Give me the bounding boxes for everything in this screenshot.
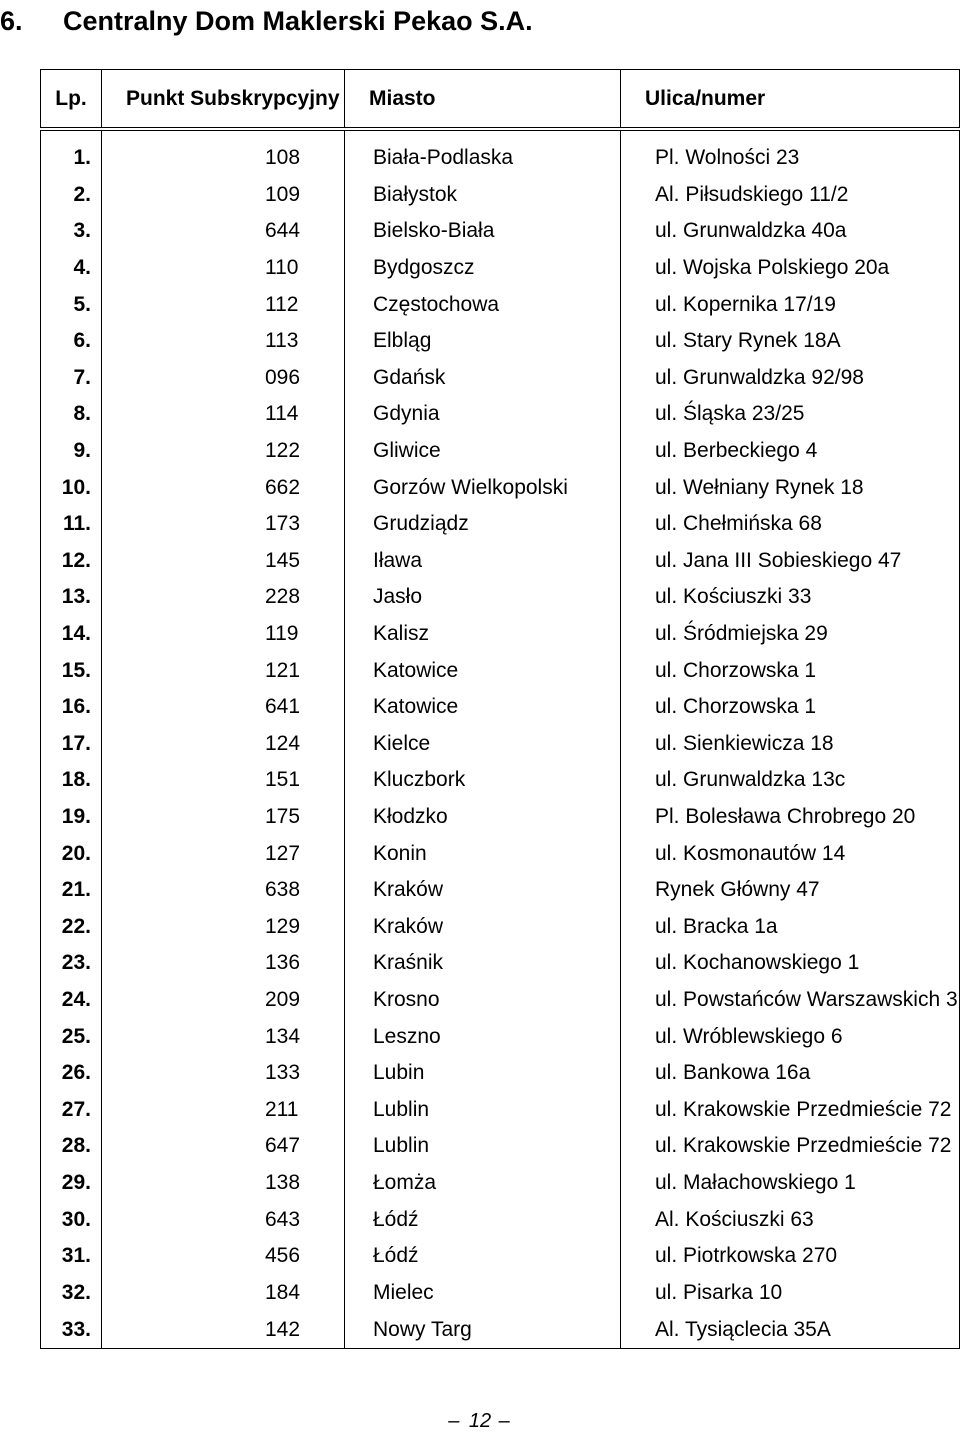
table-row [41, 908, 960, 945]
row-punkt: 134 [102, 1018, 345, 1055]
table-row [41, 1018, 960, 1055]
row-lp: 28. [41, 1128, 102, 1165]
table-row [41, 1201, 960, 1238]
table-row [41, 177, 960, 214]
table-row [41, 140, 960, 177]
table-row [41, 1091, 960, 1128]
row-miasto: Łomża [345, 1165, 621, 1202]
row-ulica: ul. Małachowskiego 1 [621, 1165, 960, 1202]
row-lp: 4. [41, 250, 102, 287]
row-miasto: Konin [345, 835, 621, 872]
row-ulica: ul. Bracka 1a [621, 908, 960, 945]
row-lp: 6. [41, 323, 102, 360]
row-miasto: Lubin [345, 1055, 621, 1092]
row-miasto: Łódź [345, 1201, 621, 1238]
row-lp: 20. [41, 835, 102, 872]
row-ulica: ul. Sienkiewicza 18 [621, 726, 960, 763]
row-punkt: 641 [102, 689, 345, 726]
row-punkt: 151 [102, 762, 345, 799]
row-punkt: 211 [102, 1091, 345, 1128]
row-punkt: 122 [102, 433, 345, 470]
row-ulica: ul. Chełmińska 68 [621, 506, 960, 543]
table-row [41, 982, 960, 1019]
table-row [41, 652, 960, 689]
row-miasto: Kalisz [345, 616, 621, 653]
row-lp: 2. [41, 177, 102, 214]
table-row [41, 323, 960, 360]
row-punkt: 173 [102, 506, 345, 543]
table-row [41, 1311, 960, 1349]
row-punkt: 142 [102, 1311, 345, 1349]
section-title: Centralny Dom Maklerski Pekao S.A. [63, 6, 533, 36]
row-punkt: 109 [102, 177, 345, 214]
table-row [41, 616, 960, 653]
table-row [41, 286, 960, 323]
row-punkt: 121 [102, 652, 345, 689]
row-punkt: 643 [102, 1201, 345, 1238]
row-lp: 24. [41, 982, 102, 1019]
row-ulica: Al. Kościuszki 63 [621, 1201, 960, 1238]
row-miasto: Katowice [345, 689, 621, 726]
row-miasto: Katowice [345, 652, 621, 689]
row-ulica: Pl. Bolesława Chrobrego 20 [621, 799, 960, 836]
row-lp: 9. [41, 433, 102, 470]
header-miasto: Miasto [345, 70, 621, 130]
header-ulica-numer: Ulica/numer [621, 70, 960, 130]
row-lp: 33. [41, 1311, 102, 1349]
row-lp: 30. [41, 1201, 102, 1238]
row-miasto: Łódź [345, 1238, 621, 1275]
row-punkt: 129 [102, 908, 345, 945]
row-miasto: Iława [345, 543, 621, 580]
row-lp: 18. [41, 762, 102, 799]
row-miasto: Gliwice [345, 433, 621, 470]
table-row [41, 1274, 960, 1311]
row-lp: 31. [41, 1238, 102, 1275]
row-ulica: Al. Tysiąclecia 35A [621, 1311, 960, 1349]
table-row [41, 835, 960, 872]
row-ulica: ul. Grunwaldzka 40a [621, 213, 960, 250]
row-ulica: ul. Grunwaldzka 92/98 [621, 360, 960, 397]
row-ulica: ul. Berbeckiego 4 [621, 433, 960, 470]
row-miasto: Jasło [345, 579, 621, 616]
row-ulica: Al. Piłsudskiego 11/2 [621, 177, 960, 214]
row-punkt: 175 [102, 799, 345, 836]
row-lp: 13. [41, 579, 102, 616]
row-miasto: Gorzów Wielkopolski [345, 469, 621, 506]
table-header-row [41, 70, 960, 130]
row-ulica: ul. Krakowskie Przedmieście 72 [621, 1091, 960, 1128]
row-lp: 1. [41, 140, 102, 177]
table-row [41, 543, 960, 580]
row-lp: 10. [41, 469, 102, 506]
row-lp: 17. [41, 726, 102, 763]
row-punkt: 096 [102, 360, 345, 397]
row-ulica: ul. Pisarka 10 [621, 1274, 960, 1311]
row-punkt: 108 [102, 140, 345, 177]
row-ulica: ul. Powstańców Warszawskich 3 [621, 982, 960, 1019]
row-ulica: Pl. Wolności 23 [621, 140, 960, 177]
row-miasto: Leszno [345, 1018, 621, 1055]
row-ulica: ul. Chorzowska 1 [621, 689, 960, 726]
row-ulica: ul. Kościuszki 33 [621, 579, 960, 616]
row-lp: 22. [41, 908, 102, 945]
row-lp: 23. [41, 945, 102, 982]
table-row [41, 396, 960, 433]
row-lp: 5. [41, 286, 102, 323]
row-miasto: Białystok [345, 177, 621, 214]
row-ulica: ul. Wróblewskiego 6 [621, 1018, 960, 1055]
row-punkt: 662 [102, 469, 345, 506]
row-miasto: Gdynia [345, 396, 621, 433]
row-ulica: ul. Kochanowskiego 1 [621, 945, 960, 982]
row-lp: 26. [41, 1055, 102, 1092]
row-ulica: ul. Krakowskie Przedmieście 72 [621, 1128, 960, 1165]
row-ulica: ul. Jana III Sobieskiego 47 [621, 543, 960, 580]
table-row [41, 506, 960, 543]
row-ulica: ul. Stary Rynek 18A [621, 323, 960, 360]
row-miasto: Kielce [345, 726, 621, 763]
row-ulica: ul. Kosmonautów 14 [621, 835, 960, 872]
row-miasto: Kluczbork [345, 762, 621, 799]
row-punkt: 644 [102, 213, 345, 250]
row-punkt: 127 [102, 835, 345, 872]
row-miasto: Kraków [345, 908, 621, 945]
row-miasto: Lublin [345, 1091, 621, 1128]
row-miasto: Kraków [345, 872, 621, 909]
row-lp: 15. [41, 652, 102, 689]
row-miasto: Krosno [345, 982, 621, 1019]
row-miasto: Bielsko-Biała [345, 213, 621, 250]
row-ulica: Rynek Główny 47 [621, 872, 960, 909]
row-lp: 16. [41, 689, 102, 726]
table-row [41, 726, 960, 763]
row-lp: 7. [41, 360, 102, 397]
row-lp: 25. [41, 1018, 102, 1055]
row-ulica: ul. Piotrkowska 270 [621, 1238, 960, 1275]
row-punkt: 113 [102, 323, 345, 360]
table-row [41, 799, 960, 836]
row-lp: 14. [41, 616, 102, 653]
row-punkt: 638 [102, 872, 345, 909]
section-number: 6. [0, 6, 23, 36]
table-spacer-row [41, 129, 960, 140]
row-punkt: 119 [102, 616, 345, 653]
row-ulica: ul. Kopernika 17/19 [621, 286, 960, 323]
row-ulica: ul. Grunwaldzka 13c [621, 762, 960, 799]
row-miasto: Lublin [345, 1128, 621, 1165]
row-punkt: 138 [102, 1165, 345, 1202]
row-ulica: ul. Bankowa 16a [621, 1055, 960, 1092]
row-lp: 12. [41, 543, 102, 580]
row-miasto: Bydgoszcz [345, 250, 621, 287]
row-ulica: ul. Śląska 23/25 [621, 396, 960, 433]
row-punkt: 110 [102, 250, 345, 287]
row-lp: 3. [41, 213, 102, 250]
table-row [41, 1165, 960, 1202]
row-ulica: ul. Wełniany Rynek 18 [621, 469, 960, 506]
row-punkt: 456 [102, 1238, 345, 1275]
row-ulica: ul. Wojska Polskiego 20a [621, 250, 960, 287]
row-miasto: Nowy Targ [345, 1311, 621, 1349]
row-punkt: 114 [102, 396, 345, 433]
header-punkt-subskrypcyjny: Punkt Subskrypcyjny [102, 70, 345, 130]
row-miasto: Grudziądz [345, 506, 621, 543]
row-lp: 19. [41, 799, 102, 836]
row-miasto: Częstochowa [345, 286, 621, 323]
table-row [41, 872, 960, 909]
table-row [41, 469, 960, 506]
section-heading [0, 2, 533, 40]
table-row [41, 1238, 960, 1275]
row-ulica: ul. Śródmiejska 29 [621, 616, 960, 653]
header-lp: Lp. [41, 70, 102, 130]
page-footer: – 12 – [448, 1410, 512, 1432]
row-miasto: Kłodzko [345, 799, 621, 836]
row-lp: 11. [41, 506, 102, 543]
table-row [41, 213, 960, 250]
row-miasto: Elbląg [345, 323, 621, 360]
row-punkt: 209 [102, 982, 345, 1019]
row-punkt: 184 [102, 1274, 345, 1311]
row-punkt: 124 [102, 726, 345, 763]
table-row [41, 579, 960, 616]
row-punkt: 133 [102, 1055, 345, 1092]
row-punkt: 112 [102, 286, 345, 323]
table-body [41, 129, 960, 1349]
row-lp: 32. [41, 1274, 102, 1311]
table-row [41, 1055, 960, 1092]
row-miasto: Kraśnik [345, 945, 621, 982]
row-lp: 27. [41, 1091, 102, 1128]
table-row [41, 360, 960, 397]
row-miasto: Mielec [345, 1274, 621, 1311]
row-punkt: 136 [102, 945, 345, 982]
table-row [41, 250, 960, 287]
table-row [41, 689, 960, 726]
subscription-points-table [40, 69, 960, 1349]
row-lp: 29. [41, 1165, 102, 1202]
row-punkt: 145 [102, 543, 345, 580]
row-punkt: 647 [102, 1128, 345, 1165]
row-lp: 21. [41, 872, 102, 909]
row-punkt: 228 [102, 579, 345, 616]
table-row [41, 762, 960, 799]
table-row [41, 433, 960, 470]
row-miasto: Gdańsk [345, 360, 621, 397]
row-ulica: ul. Chorzowska 1 [621, 652, 960, 689]
table-row [41, 1128, 960, 1165]
table-row [41, 945, 960, 982]
row-lp: 8. [41, 396, 102, 433]
row-miasto: Biała-Podlaska [345, 140, 621, 177]
page-number: 12 [468, 1410, 492, 1432]
